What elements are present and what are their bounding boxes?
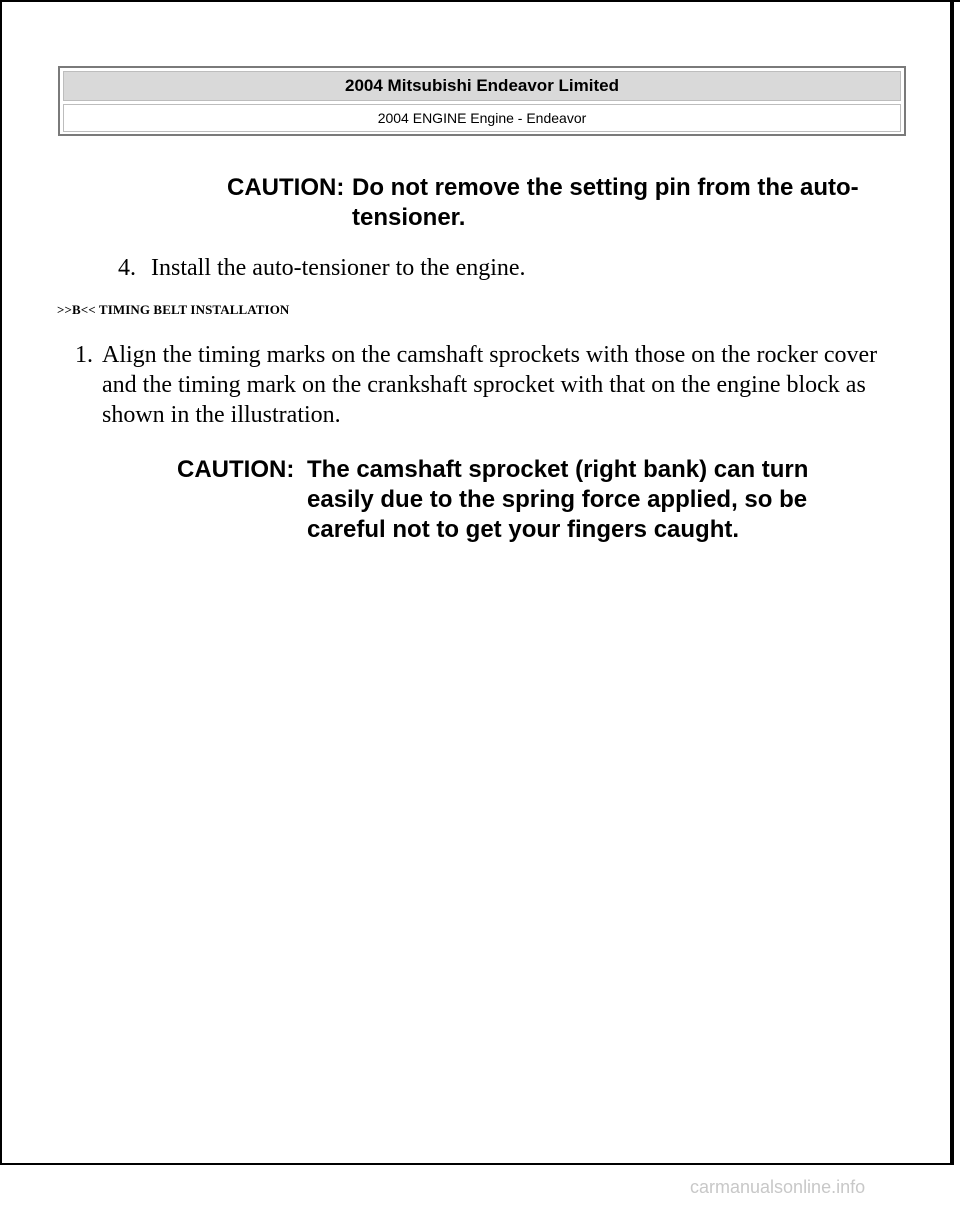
caution-text: Do not remove the setting pin from the auto-tensioner.	[352, 174, 859, 231]
step-1	[75, 340, 895, 432]
page-border-right	[950, 0, 954, 1165]
step-number: 1.	[75, 342, 93, 368]
page-border-bottom	[0, 1163, 954, 1165]
page-border-top	[0, 0, 960, 2]
step-number: 4.	[118, 255, 136, 281]
caution-text: The camshaft sprocket (right bank) can turn easily due to the spring force applied, so be careful not to get your fingers caught.	[307, 456, 809, 543]
section-heading: >>B<< TIMING BELT INSTALLATION	[57, 302, 290, 317]
caution-label: CAUTION:	[227, 174, 345, 201]
step-text: Install the auto-tensioner to the engine.	[151, 255, 526, 281]
caution-label: CAUTION:	[177, 456, 295, 483]
document-header	[58, 66, 906, 136]
header-title: 2004 Mitsubishi Endeavor Limited	[63, 71, 901, 101]
caution-camshaft-sprocket	[177, 455, 877, 545]
watermark: carmanualsonline.info	[690, 1177, 866, 1197]
step-text: Align the timing marks on the camshaft sprockets with those on the rocker cover and the timing mark on the crankshaft sprocket with that on the engine block as shown in the illustration.	[102, 342, 878, 428]
step-4	[118, 253, 898, 285]
header-subtitle: 2004 ENGINE Engine - Endeavor	[63, 104, 901, 132]
caution-setting-pin	[227, 173, 907, 233]
page-border-left	[0, 0, 2, 1165]
